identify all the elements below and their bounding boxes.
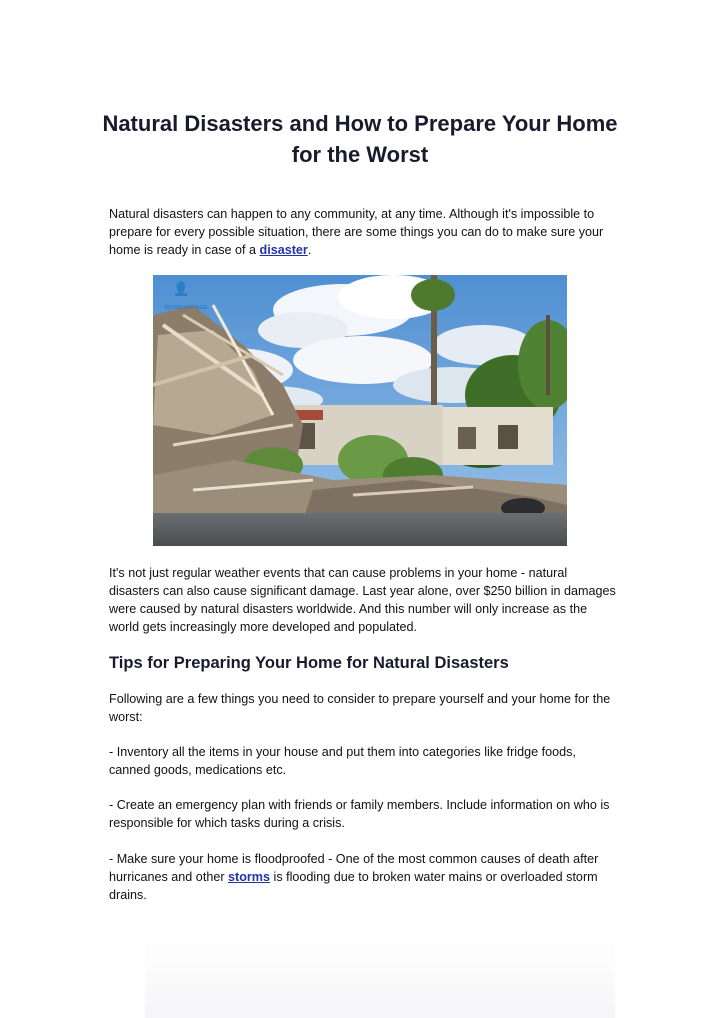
intro-paragraph xyxy=(109,205,619,259)
intro-text: Natural disasters can happen to any community, at any time. Although it's impossible to prepare for every possible situation, there are some things you can do to make sure your home is ready in case of a xyxy=(109,207,604,257)
disaster-link[interactable]: disaster xyxy=(259,243,308,257)
tip-floodproof xyxy=(109,850,619,904)
tip-emergency-plan: - Create an emergency plan with friends or family members. Include information on who is responsible for which tasks during a crisis. xyxy=(109,798,610,830)
damage-paragraph: It's not just regular weather events that can cause problems in your home - natural disasters can also cause significant damage. Last year alone, over $250 billion in damages were caused by natural disasters worldwide. And this number will only increase as the world gets increasingly more developed and populated. xyxy=(109,566,616,634)
disaster-photo xyxy=(153,275,567,546)
tips-heading: Tips for Preparing Your Home for Natural Disasters xyxy=(109,654,509,672)
page-title: Natural Disasters and How to Prepare Your Home for the Worst xyxy=(102,111,618,167)
tips-intro-paragraph: Following are a few things you need to consider to prepare yourself and your home for the worst: xyxy=(109,692,611,724)
storms-link[interactable]: storms xyxy=(228,870,271,884)
intro-text-end: . xyxy=(307,243,312,257)
page-bottom-fade xyxy=(145,930,615,1018)
tip-inventory: - Inventory all the items in your house and put them into categories like fridge foods, canned goods, medications etc. xyxy=(109,745,576,777)
tip-floodproof-text: - Make sure your home is floodproofed - One of the most common causes of death after hurricanes and other xyxy=(109,852,599,884)
image-logo xyxy=(159,283,213,319)
tornado-damage-image xyxy=(153,275,567,546)
logo-text: SERVEANTAGE xyxy=(164,305,208,311)
tip-floodproof-text-end: is flooding due to broken water mains or overloaded storm drains. xyxy=(109,870,598,902)
